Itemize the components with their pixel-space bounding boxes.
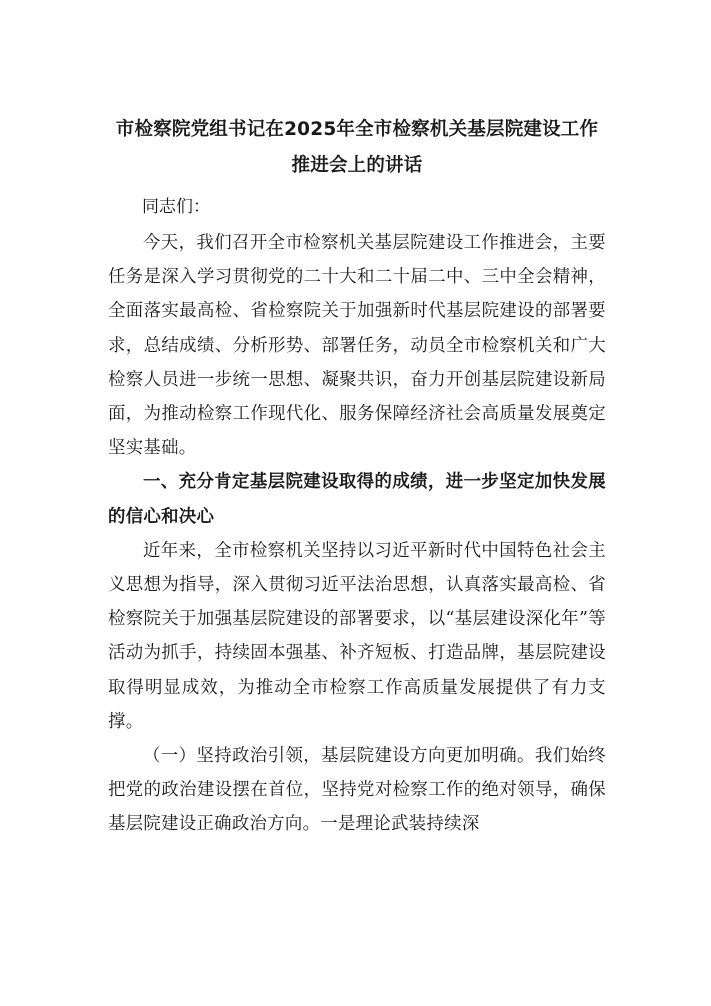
greeting: 同志们： — [142, 197, 210, 217]
document-page — [108, 112, 606, 842]
section-1-paragraph: 近年来，全市检察机关坚持以习近平新时代中国特色社会主义思想为指导，深入贯彻习近平法治思想，认真落实最高检、省检察院关于加强基层院建设的部署要求，以“基层建设深化年”等活动为抓手，持续固本强基、补齐短板、打造品牌，基层院建设取得明显成效，为推动全市检察工作高质量发展提供了有力支撑。 — [108, 540, 606, 732]
subsection-1-paragraph: （一）坚持政治引领，基层院建设方向更加明确。我们始终把党的政治建设摆在首位，坚持党对检察工作的绝对领导，确保基层院建设正确政治方向。一是理论武装持续深 — [108, 746, 606, 835]
document-title: 市检察院党组书记在2025年全市检察机关基层院建设工作推进会上的讲话 — [115, 119, 599, 176]
opening-paragraph: 今天，我们召开全市检察机关基层院建设工作推进会，主要任务是深入学习贯彻党的二十大和二十届二中、三中全会精神，全面落实最高检、省检察院关于加强新时代基层院建设的部署要求，总结成绩、分析形势、部署任务，动员全市检察机关和广大检察人员进一步统一思想、凝聚共识，奋力开创基层院建设新局面，为推动检察工作现代化、服务保障经济社会高质量发展奠定坚实基础。 — [108, 233, 606, 459]
section-heading-1: 一、充分肯定基层院建设取得的成绩，进一步坚定加快发展的信心和决心 — [108, 472, 606, 527]
